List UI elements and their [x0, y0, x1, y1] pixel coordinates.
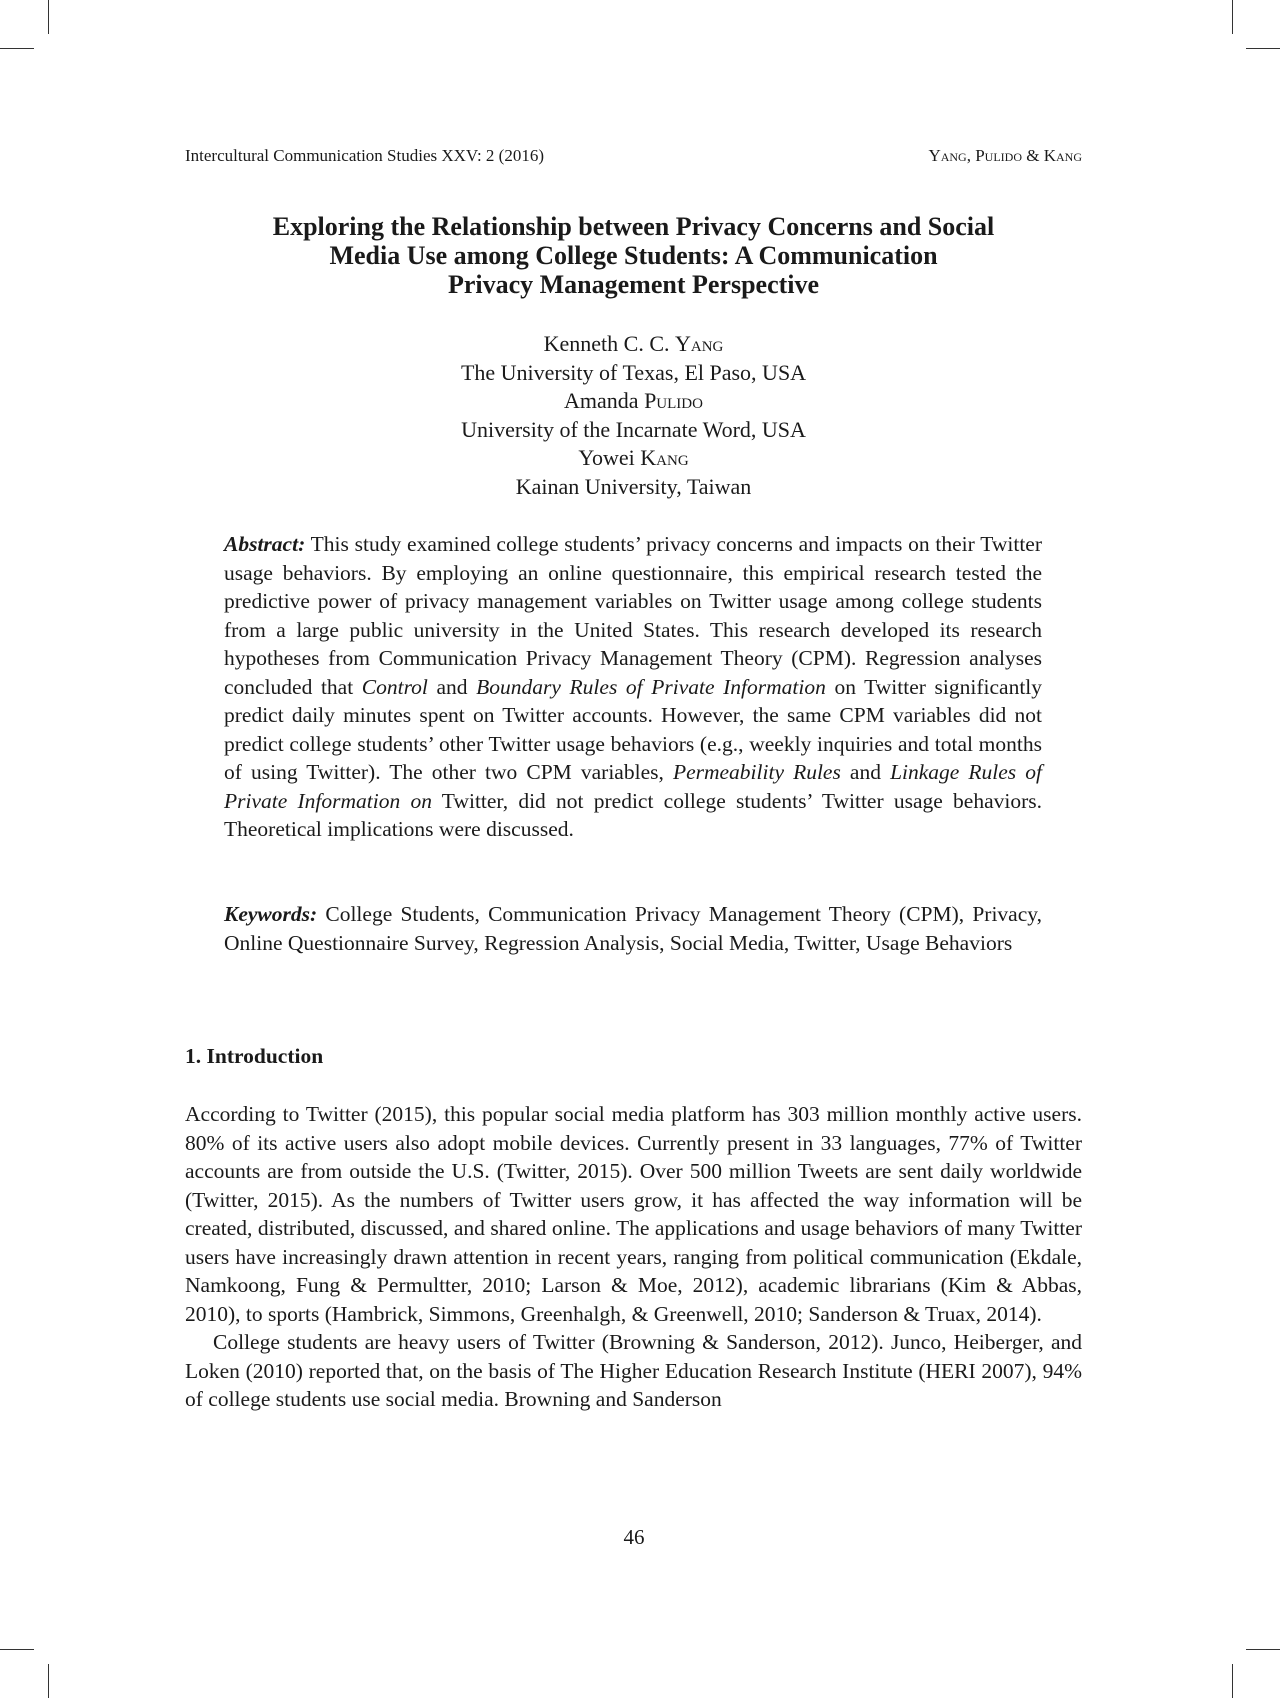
paper-title — [185, 212, 1082, 299]
running-head-authors: Yang, Pulido & Kang — [928, 146, 1082, 165]
crop-mark-bottom-right — [1232, 1664, 1233, 1698]
page-number: 46 — [623, 1525, 645, 1549]
paragraph: College students are heavy users of Twitter (Browning & Sanderson, 2012). Junco, Heiberger, and Loken (2010) reported that, on the basis of The Higher Education Research Institute (HERI 2007), 94% of college students use social media. Browning and Sanderson — [185, 1330, 1082, 1411]
title-line: Privacy Management Perspective — [447, 270, 820, 299]
author-block — [185, 330, 1082, 502]
title-line: Exploring the Relationship between Privacy Concerns and Social — [272, 212, 995, 241]
crop-mark-bottom-left — [48, 1664, 49, 1698]
author-name: Yowei Kang — [578, 445, 689, 471]
title-line: Media Use among College Students: A Communication — [329, 241, 938, 270]
abstract: Abstract: This study examined college students’ privacy concerns and impacts on their Twitter usage behaviors. By employing an online questionnaire, this empirical research tested the predictive power of privacy management variables on Twitter usage among college students from a large public university in the United States. This research developed its research hypotheses from Communication Privacy Management Theory (CPM). Regression analyses concluded that Control and Boundary Rules of Private Information on Twitter significantly predict daily minutes spent on Twitter accounts. However, the same CPM variables did not predict college students’ other Twitter usage behaviors (e.g., weekly inquiries and total months of using Twitter). The other two CPM variables, Permeability Rules and Linkage Rules of Private Information on Twitter, did not predict college students’ Twitter usage behaviors. Theoretical implications were discussed. — [224, 532, 1043, 841]
crop-mark-top-left — [0, 48, 34, 49]
author-affiliation: Kainan University, Taiwan — [515, 473, 752, 499]
author-name: Kenneth C. C. Yang — [543, 331, 724, 356]
paragraph: According to Twitter (2015), this popular social media platform has 303 million monthly active users. 80% of its active users also adopt mobile devices. Currently present in 33 languages, 77% of Twitter accounts are from outside the U.S. (Twitter, 2015). Over 500 million Tweets are sent daily worldwide (Twitter, 2015). As the numbers of Twitter users grow, it has affected the way information will be created, distributed, discussed, and shared online. The applications and usage behaviors of many Twitter users have increasingly drawn attention in recent years, ranging from political communication (Ekdale, Namkoong, Fung & Permultter, 2010; Larson & Moe, 2012), academic librarians (Kim & Abbas, 2010), to sports (Hambrick, Simmons, Greenhalgh, & Greenwell, 2010; Sanderson & Truax, 2014). — [185, 1102, 1082, 1326]
crop-mark-top-right — [1246, 48, 1280, 49]
author-affiliation: University of the Incarnate Word, USA — [461, 416, 806, 442]
author-name: Amanda Pulido — [564, 388, 703, 414]
crop-mark-top-left — [48, 0, 49, 34]
crop-mark-top-right — [1232, 0, 1233, 34]
keywords-label: Keywords: — [224, 902, 318, 926]
author-affiliation: The University of Texas, El Paso, USA — [460, 359, 807, 385]
keywords: Keywords: College Students, Communication Privacy Management Theory (CPM), Privacy, Online Questionnaire Survey, Regression Analysis, Social Media, Twitter, Usage Behaviors — [224, 902, 1042, 955]
crop-mark-bottom-right — [1246, 1649, 1280, 1650]
journal-citation: Intercultural Communication Studies XXV: 2 (2016) — [185, 146, 544, 165]
abstract-label: Abstract: — [224, 532, 306, 556]
crop-mark-bottom-left — [0, 1649, 34, 1650]
section-heading: 1. Introduction — [185, 1044, 324, 1068]
body-text — [185, 1100, 1082, 1414]
